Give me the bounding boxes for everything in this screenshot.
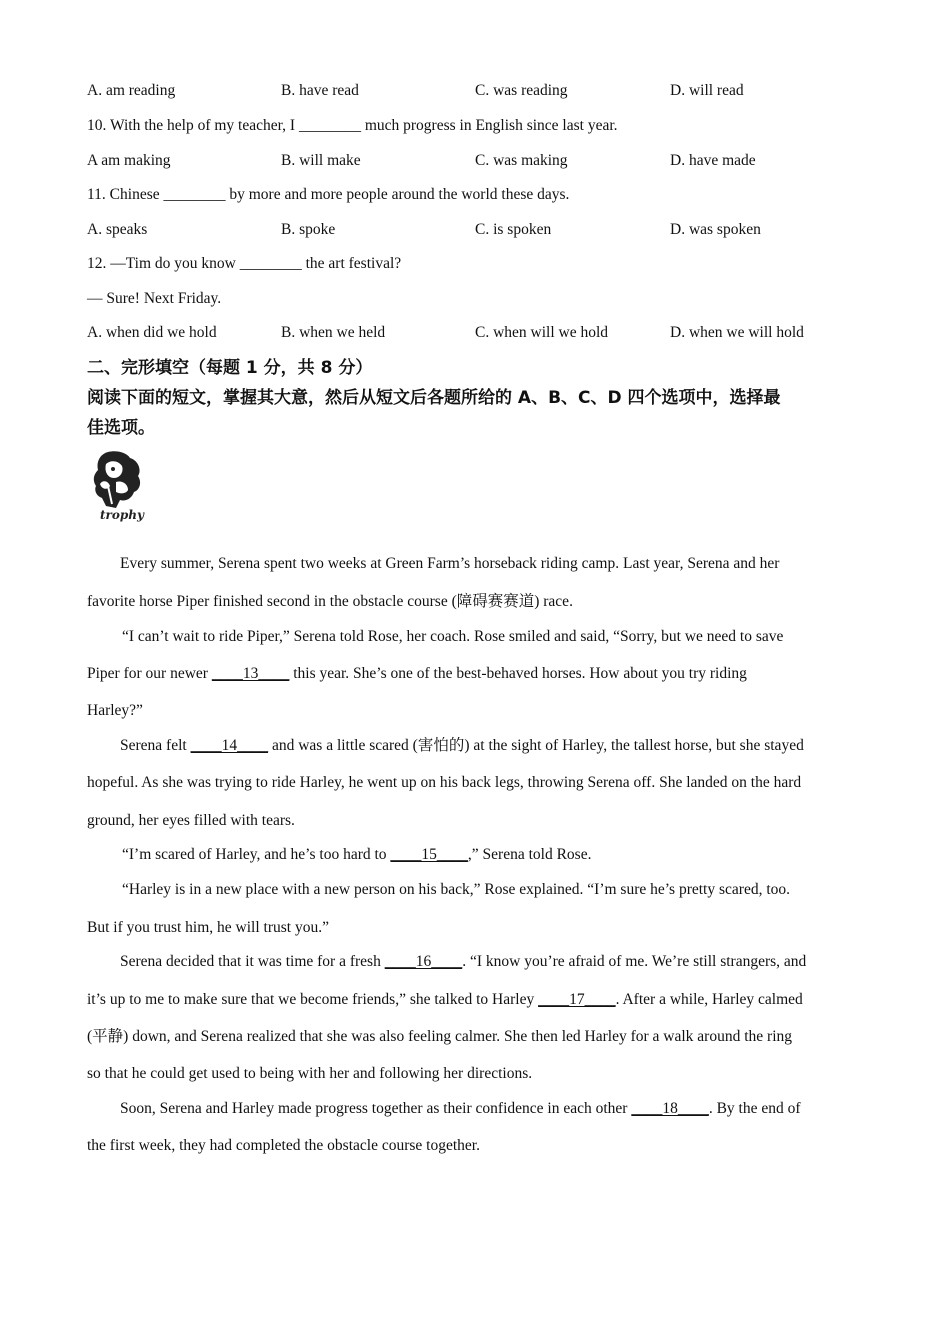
passage-p7-line1: [120, 1099, 898, 1119]
q12-option-b: B. when we held: [281, 324, 386, 341]
passage-p2-line1: “I can’t wait to ride Piper,” Serena told Rose, her coach. Rose smiled and said, “Sorry, but we need to save: [122, 628, 784, 645]
passage-p6-line3: (平静) down, and Serena realized that she was also feeling calmer. She then led Harley for a walk around the ring: [87, 1028, 793, 1045]
text-segment: ,” Serena told Rose.: [467, 846, 592, 863]
q11-option-c: C. is spoken: [475, 221, 552, 238]
q12-stem: 12. —Tim do you know ________ the art festival?: [87, 255, 402, 272]
section-instruction-line1: 阅读下面的短文，掌握其大意，然后从短文后各题所给的 A、B、C、D 四个选项中，选择最: [87, 388, 781, 408]
q9-option-c: C. was reading: [475, 82, 568, 99]
text-segment: . “I know you’re afraid of me. We’re still strangers, and: [462, 953, 807, 970]
q11-option-d: D. was spoken: [670, 221, 761, 238]
passage-p1-line1: Every summer, Serena spent two weeks at Green Farm’s horseback riding camp. Last year, Serena and her: [120, 555, 780, 572]
q12-option-d: D. when we will hold: [670, 324, 804, 341]
text-segment: “I’m scared of Harley, and he’s too hard to: [122, 846, 391, 863]
section-title: 二、完形填空（每题 1 分，共 8 分）: [87, 358, 373, 378]
blank-15[interactable]: ____15____: [390, 846, 468, 863]
text-segment: it’s up to me to make sure that we become friends,” she talked to Harley: [87, 991, 539, 1008]
q10-stem: 10. With the help of my teacher, I ________ much progress in English since last year.: [87, 117, 618, 134]
blank-14[interactable]: ____14____: [190, 737, 269, 754]
q9-option-b: B. have read: [281, 82, 359, 99]
q10-option-c: C. was making: [475, 152, 568, 169]
passage-p2-line2: [87, 664, 865, 684]
blank-16[interactable]: ____16____: [384, 953, 463, 970]
text-segment: and was a little scared (害怕的) at the sight of Harley, the tallest horse, but she stayed: [268, 737, 804, 754]
passage-p6-line4: so that he could get used to being with her and following her directions.: [87, 1065, 533, 1082]
q12-option-a: A. when did we hold: [87, 324, 217, 341]
passage-p7-line2: the first week, they had completed the obstacle course together.: [87, 1137, 480, 1154]
text-segment: . After a while, Harley calmed: [615, 991, 803, 1008]
q10-option-b: B. will make: [281, 152, 361, 169]
text-segment: Piper for our newer: [87, 665, 212, 682]
passage-p4-line1: [122, 845, 900, 865]
text-segment: . By the end of: [708, 1100, 801, 1117]
passage-p6-line1: [120, 952, 898, 972]
passage-p2-line3: Harley?”: [87, 702, 143, 719]
q9-option-d: D. will read: [670, 82, 744, 99]
text-segment: this year. She’s one of the best-behaved horses. How about you try riding: [289, 665, 747, 682]
trophy-caption: trophy: [100, 508, 144, 522]
q9-option-a: A. am reading: [87, 82, 176, 99]
q11-option-b: B. spoke: [281, 221, 336, 238]
text-segment: Serena decided that it was time for a fresh: [120, 953, 385, 970]
text-segment: Soon, Serena and Harley made progress together as their confidence in each other: [120, 1100, 632, 1117]
passage-p3-line1: [120, 736, 898, 756]
passage-p5-line2: But if you trust him, he will trust you.”: [87, 919, 329, 936]
passage-p6-line2: [87, 990, 865, 1010]
q11-stem: 11. Chinese ________ by more and more people around the world these days.: [87, 186, 570, 203]
blank-17[interactable]: ____17____: [538, 991, 616, 1008]
passage-p3-line2: hopeful. As she was trying to ride Harley, he went up on his back legs, throwing Serena off. She landed on the hard: [87, 774, 802, 791]
blank-18[interactable]: ____18____: [631, 1100, 709, 1117]
q10-option-d: D. have made: [670, 152, 756, 169]
q12-reply: — Sure! Next Friday.: [87, 290, 222, 307]
q12-option-c: C. when will we hold: [475, 324, 609, 341]
q11-option-a: A. speaks: [87, 221, 148, 238]
passage-p1-line2: favorite horse Piper finished second in the obstacle course (障碍赛赛道) race.: [87, 593, 573, 610]
blank-13[interactable]: ____13____: [211, 665, 290, 682]
trophy-logo: [86, 446, 150, 526]
passage-p5-line1: “Harley is in a new place with a new person on his back,” Rose explained. “I’m sure he’s pretty scared, too.: [122, 881, 790, 898]
text-segment: Serena felt: [120, 737, 191, 754]
section-instruction-line2: 佳选项。: [87, 418, 155, 438]
q10-option-a: A am making: [87, 152, 171, 169]
passage-p3-line3: ground, her eyes filled with tears.: [87, 812, 295, 829]
